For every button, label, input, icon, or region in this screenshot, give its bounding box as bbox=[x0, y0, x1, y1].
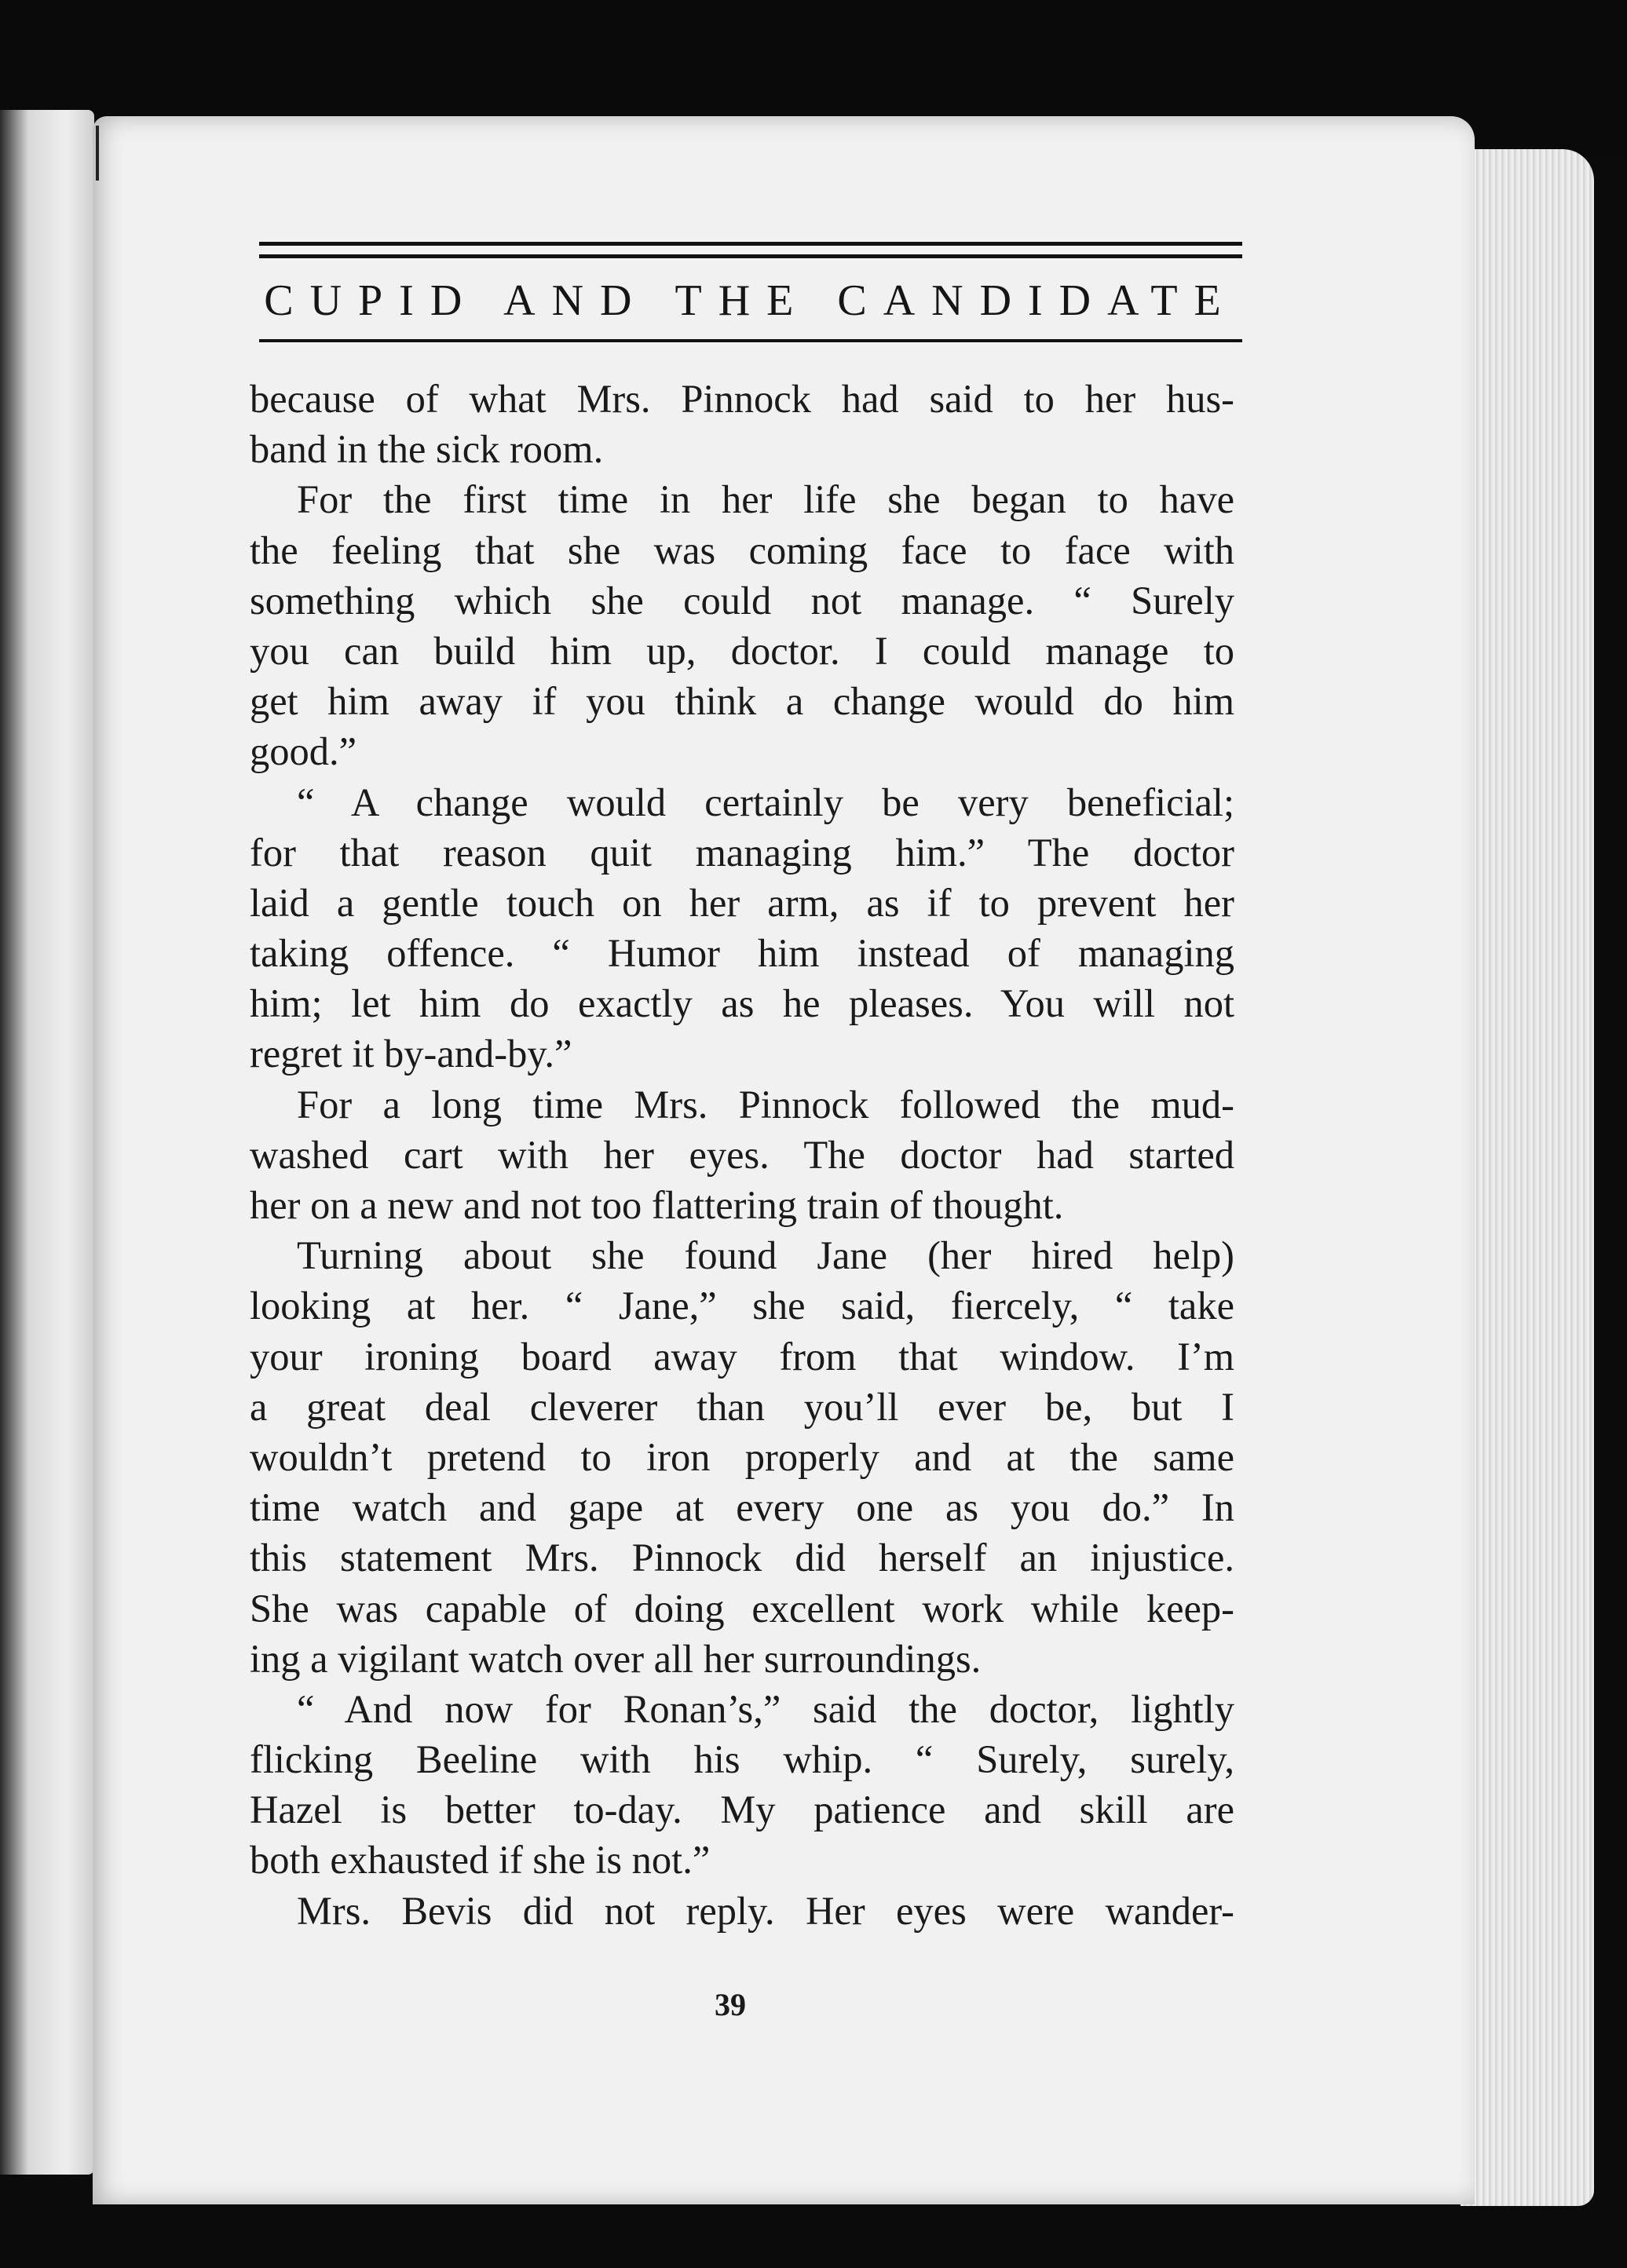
text-line: a great deal cleverer than you’ll ever be, but I bbox=[250, 1384, 1234, 1429]
running-head: CUPID AND THE CANDIDATE bbox=[264, 276, 1238, 325]
text-line: get him away if you think a change would do him bbox=[250, 679, 1234, 724]
text-line: your ironing board away from that window. I’m bbox=[250, 1334, 1234, 1379]
text-line: for that reason quit managing him.” The doctor bbox=[250, 830, 1234, 875]
text-line: Hazel is better to-day. My patience and skill are bbox=[250, 1788, 1234, 1832]
header-rule-bottom bbox=[259, 339, 1242, 342]
text-line: taking offence. “ Humor him instead of managing bbox=[250, 931, 1234, 976]
text-line: For a long time Mrs. Pinnock followed the mud- bbox=[297, 1082, 1234, 1127]
text-line: her on a new and not too flattering train of thought. bbox=[250, 1183, 1064, 1227]
text-line: flicking Beeline with his whip. “ Surely, surely, bbox=[250, 1737, 1234, 1782]
text-line: time watch and gape at every one as you do.” In bbox=[250, 1485, 1234, 1530]
text-line: ing a vigilant watch over all her surroundings. bbox=[250, 1636, 982, 1681]
text-line: “ And now for Ronan’s,” said the doctor, lightly bbox=[297, 1686, 1234, 1731]
text-line: both exhausted if she is not.” bbox=[250, 1838, 711, 1883]
header-rule-second bbox=[259, 254, 1242, 258]
text-line: this statement Mrs. Pinnock did herself an injustice. bbox=[250, 1536, 1234, 1580]
text-line: Turning about she found Jane (her hired help) bbox=[297, 1233, 1234, 1278]
header-rule-top bbox=[259, 242, 1242, 246]
text-line: him; let him do exactly as he pleases. You will not bbox=[250, 981, 1234, 1026]
text-line: wouldn’t pretend to iron properly and at the same bbox=[250, 1434, 1234, 1479]
text-line: looking at her. “ Jane,” she said, fiercely, “ take bbox=[250, 1284, 1234, 1328]
text-line: something which she could not manage. “ Surely bbox=[250, 578, 1234, 623]
text-line: because of what Mrs. Pinnock had said to her hus- bbox=[250, 377, 1234, 421]
text-line: washed cart with her eyes. The doctor had started bbox=[250, 1132, 1234, 1177]
text-line: you can build him up, doctor. I could manage to bbox=[250, 628, 1234, 673]
text-line: Mrs. Bevis did not reply. Her eyes were wander- bbox=[297, 1888, 1234, 1933]
body-text bbox=[250, 374, 1234, 1936]
gutter-mark bbox=[96, 126, 99, 181]
page-number: 39 bbox=[715, 1987, 746, 2022]
text-line: For the first time in her life she began to have bbox=[297, 477, 1234, 522]
page-stack-edge bbox=[1461, 149, 1594, 2206]
text-line: the feeling that she was coming face to face with bbox=[250, 528, 1234, 572]
text-line: good.” bbox=[250, 729, 357, 774]
text-line: regret it by-and-by.” bbox=[250, 1032, 572, 1076]
text-line: laid a gentle touch on her arm, as if to prevent her bbox=[250, 880, 1234, 925]
text-line: “ A change would certainly be very beneficial; bbox=[297, 780, 1234, 824]
text-line: She was capable of doing excellent work while keep- bbox=[250, 1586, 1234, 1631]
facing-page-edge bbox=[0, 110, 94, 2175]
text-line: band in the sick room. bbox=[250, 427, 604, 472]
